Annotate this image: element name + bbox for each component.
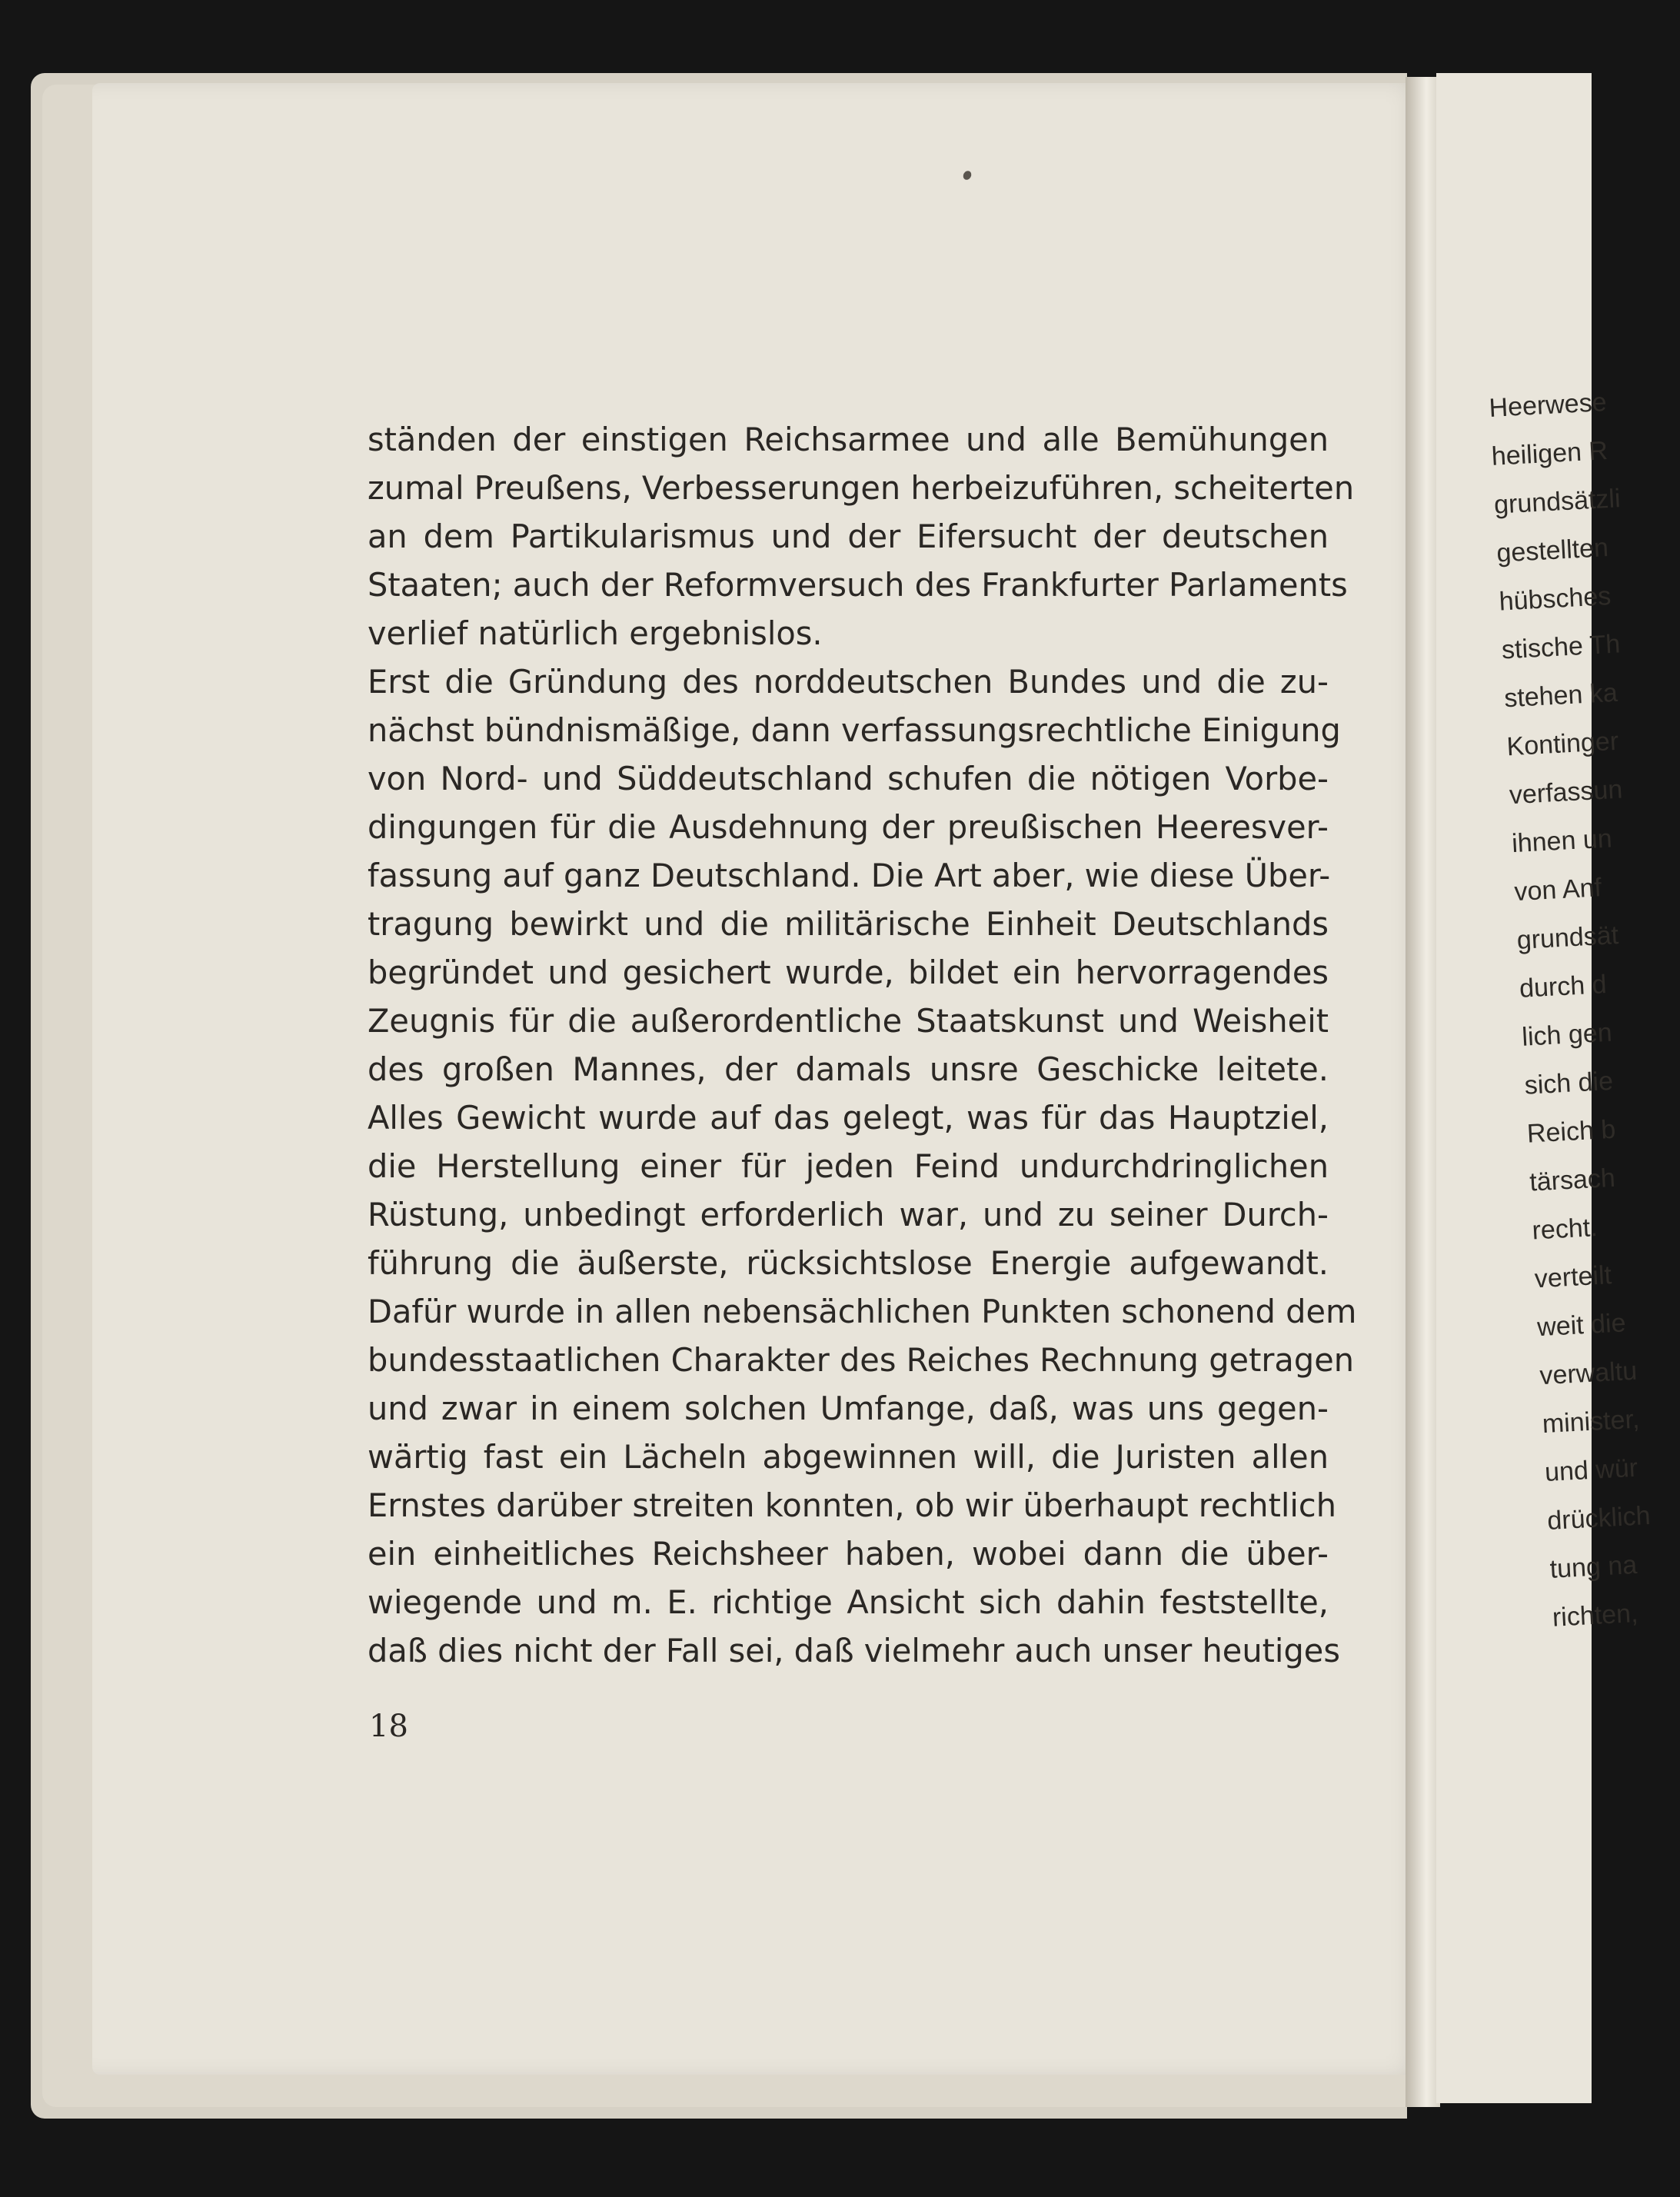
right-text-line: lich gen: [1521, 1017, 1613, 1052]
text-line: nächst bündnismäßige, dann verfassungsrechtliche Einigung: [368, 711, 1341, 749]
text-line: Alles Gewicht wurde auf das gelegt, was für das Hauptziel,: [368, 1099, 1329, 1137]
right-text-line: tung na: [1549, 1550, 1638, 1584]
right-text-line: gestellten: [1495, 533, 1609, 568]
right-text-line: Heerwese: [1488, 387, 1608, 423]
right-text-line: heiligen R: [1490, 435, 1608, 471]
right-text-line: Reich b: [1526, 1114, 1617, 1149]
right-text-line: minister,: [1541, 1404, 1641, 1440]
text-line: daß dies nicht der Fall sei, daß vielmehr auch unser heutiges: [368, 1632, 1340, 1669]
right-text-line: sich die: [1523, 1066, 1614, 1100]
page-number: 18: [369, 1709, 408, 1744]
text-line: zumal Preußens, Verbesserungen herbeizuführen, scheiterten: [368, 469, 1355, 507]
right-text-line: stische Th: [1501, 629, 1622, 665]
right-text-line: grundsät: [1515, 920, 1620, 955]
text-line: dingungen für die Ausdehnung der preußischen Heeresver-: [368, 808, 1329, 846]
right-text-line: verfassun: [1509, 774, 1624, 811]
text-line: ständen der einstigen Reichsarmee und alle Bemühungen: [368, 421, 1329, 458]
text-line: wiegende und m. E. richtige Ansicht sich dahin feststellte,: [368, 1583, 1329, 1621]
text-line: Ernstes darüber streiten konnten, ob wir überhaupt rechtlich: [368, 1486, 1337, 1524]
left-page-body-text: [368, 415, 1357, 1675]
text-line: bundesstaatlichen Charakter des Reiches Rechnung getragen: [368, 1341, 1355, 1379]
right-text-line: richten,: [1552, 1598, 1639, 1633]
text-line: tragung bewirkt und die militärische Einheit Deutschlands: [368, 905, 1329, 943]
right-text-line: recht.: [1531, 1213, 1598, 1246]
right-text-line: drücklich: [1546, 1500, 1652, 1536]
right-text-line: verteilt: [1533, 1260, 1612, 1294]
right-text-line: von Anf: [1513, 873, 1602, 907]
text-line: Dafür wurde in allen nebensächlichen Punkten schonend dem: [368, 1293, 1357, 1330]
text-line: an dem Partikularismus und der Eifersucht der deutschen: [368, 518, 1329, 555]
text-line: und zwar in einem solchen Umfange, daß, was uns gegen-: [368, 1390, 1329, 1427]
right-text-line: und wür: [1544, 1453, 1638, 1488]
right-text-line: grundsätzli: [1493, 484, 1622, 520]
text-line: Staaten; auch der Reformversuch des Frankfurter Parlaments: [368, 566, 1348, 604]
text-line: die Herstellung einer für jeden Feind undurchdringlichen: [368, 1147, 1329, 1185]
text-line: Zeugnis für die außerordentliche Staatskunst und Weisheit: [368, 1002, 1329, 1040]
right-text-line: stehen ka: [1503, 677, 1618, 714]
text-line: des großen Mannes, der damals unsre Geschicke leitete.: [368, 1050, 1329, 1088]
text-line: Rüstung, unbedingt erforderlich war, und zu seiner Durch-: [368, 1196, 1329, 1233]
right-text-line: hübsches: [1498, 581, 1612, 617]
text-line: führung die äußerste, rücksichtslose Energie aufgewandt.: [368, 1244, 1329, 1282]
text-line: ein einheitliches Reichsheer haben, wobei dann die über-: [368, 1535, 1329, 1573]
text-line: wärtig fast ein Lächeln abgewinnen will, die Juristen allen: [368, 1438, 1329, 1476]
right-text-line: Kontinger: [1505, 726, 1620, 762]
right-text-line: ihnen un: [1511, 824, 1613, 859]
book-gutter: [1406, 77, 1440, 2107]
text-line: verlief natürlich ergebnislos.: [368, 614, 823, 652]
right-text-line: verwaltu: [1539, 1356, 1638, 1391]
text-line: begründet und gesichert wurde, bildet ein hervorragendes: [368, 954, 1329, 991]
text-line: Erst die Gründung des norddeutschen Bundes und die zu-: [368, 663, 1329, 701]
right-text-line: durch d: [1519, 970, 1608, 1004]
right-text-line: tärsach: [1529, 1163, 1616, 1197]
right-text-line: weit die: [1536, 1308, 1627, 1343]
text-line: von Nord- und Süddeutschland schufen die nötigen Vorbe-: [368, 760, 1329, 797]
text-line: fassung auf ganz Deutschland. Die Art aber, wie diese Über-: [368, 857, 1331, 894]
